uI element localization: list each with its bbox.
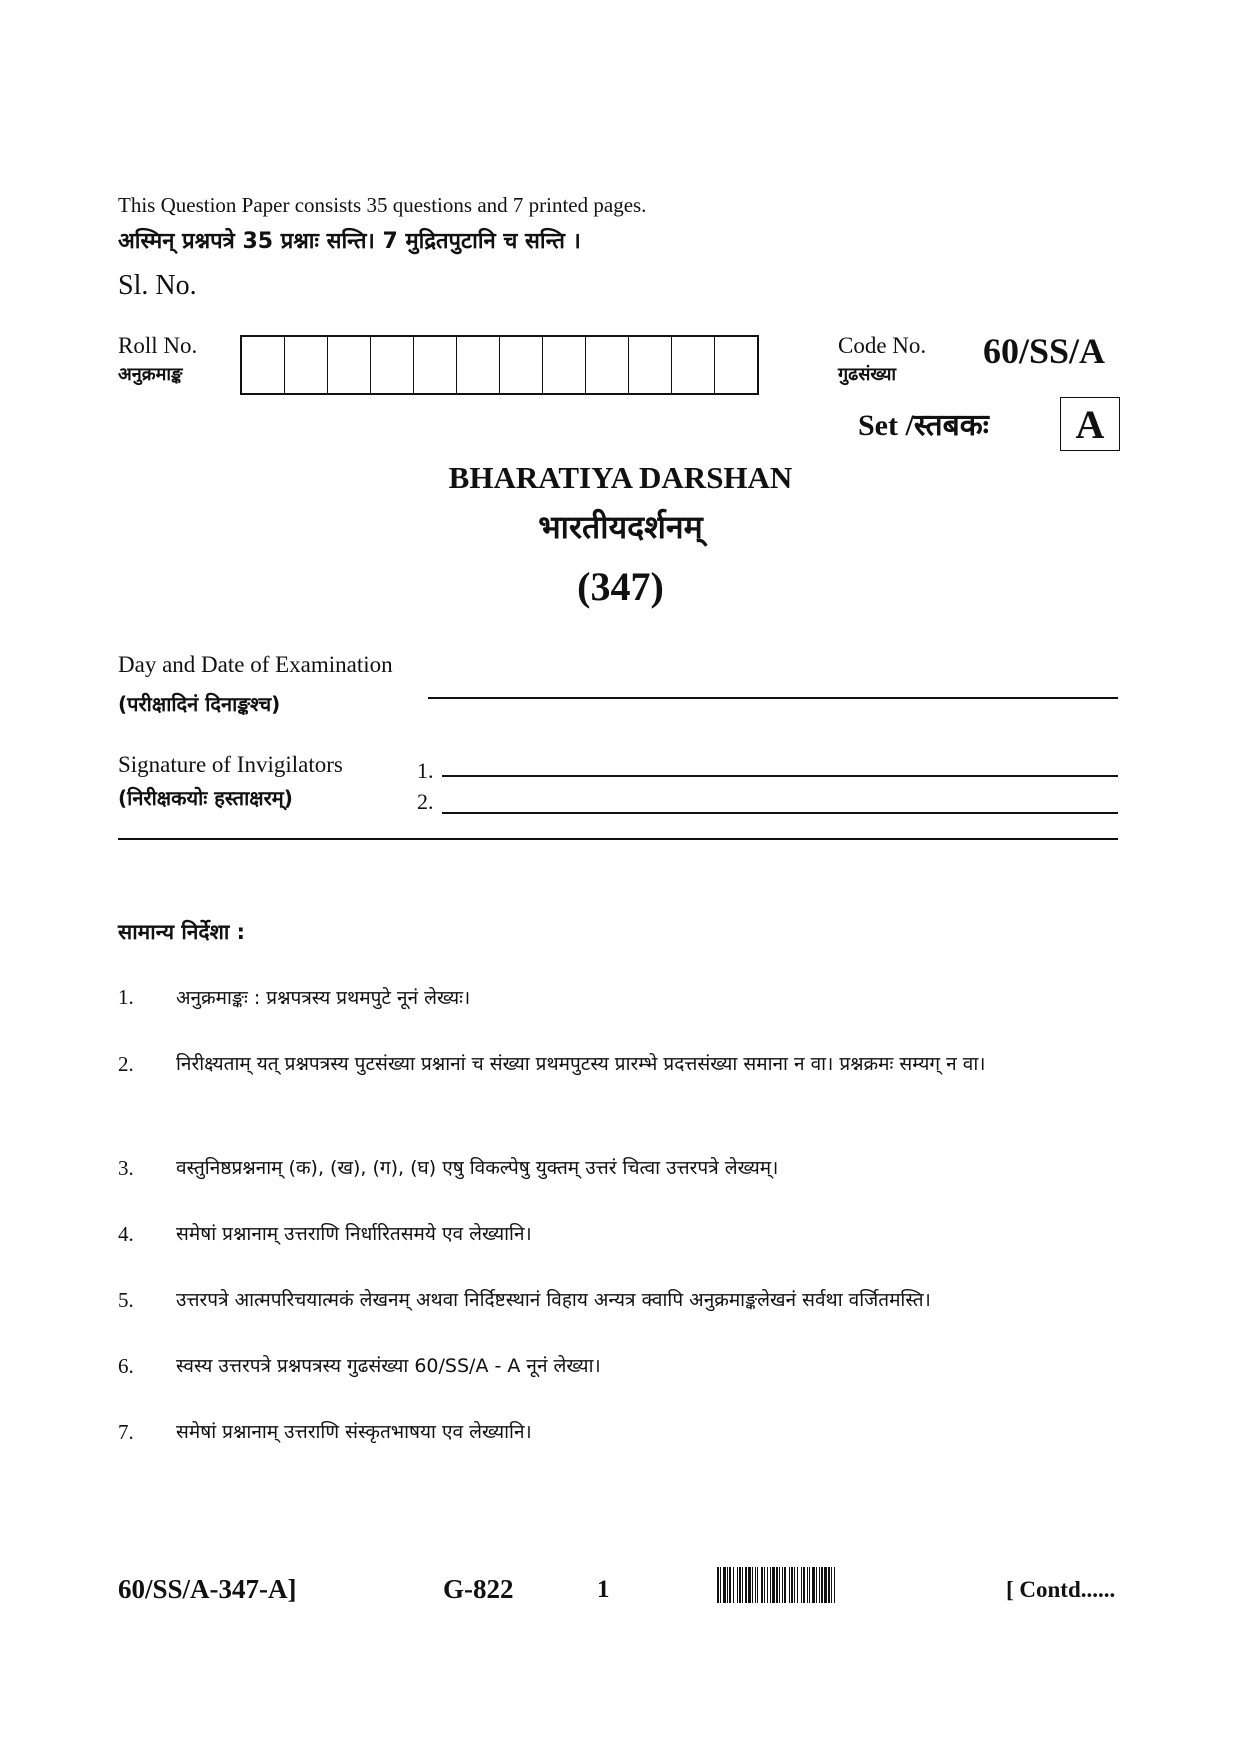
roll-number-digit-box[interactable] <box>715 337 757 393</box>
code-number-value: 60/SS/A <box>983 331 1106 371</box>
roll-number-boxes[interactable] <box>240 335 759 395</box>
footer-paper-code: 60/SS/A-347-A] <box>118 1574 297 1604</box>
invigilator-signature-label: Signature of Invigilators <box>118 752 343 777</box>
instruction-number: 1. <box>118 985 134 1009</box>
signature-1-line[interactable] <box>442 775 1118 777</box>
code-number-label-sanskrit: गुढसंख्या <box>838 364 897 385</box>
paper-info-english: This Question Paper consists 35 questions and 7 printed pages. <box>118 193 647 217</box>
exam-date-label-sanskrit: (परीक्षादिनं दिनाङ्कश्च) <box>118 692 281 716</box>
invigilator-signature-label-sanskrit: (निरीक्षकयोः हस्ताक्षरम्) <box>118 786 293 810</box>
footer-page-number: 1 <box>597 1576 610 1603</box>
roll-number-digit-box[interactable] <box>328 337 371 393</box>
set-label: Set /स्तबकः <box>858 409 989 442</box>
instruction-number: 6. <box>118 1354 134 1378</box>
roll-number-digit-box[interactable] <box>285 337 328 393</box>
instruction-text: अनुक्रमाङ्कः : प्रश्नपत्रस्य प्रथमपुटे नूनं लेख्यः। <box>176 987 471 1009</box>
footer-series: G-822 <box>443 1574 514 1604</box>
instruction-text: उत्तरपत्रे आत्मपरिचयात्मकं लेखनम् अथवा निर्दिष्टस्थानं विहाय अन्यत्र क्वापि अनुक्रमाङ्कलेखनं सर्वथा वर्जितमस्ति। <box>176 1289 931 1311</box>
footer-continued: [ Contd...... <box>1006 1577 1116 1602</box>
exam-date-label: Day and Date of Examination <box>118 652 393 677</box>
instruction-number: 7. <box>118 1420 134 1444</box>
subject-title-sanskrit: भारतीयदर्शनम् <box>538 508 703 546</box>
section-divider <box>118 838 1118 840</box>
instruction-number: 3. <box>118 1156 134 1180</box>
roll-number-digit-box[interactable] <box>371 337 414 393</box>
instruction-text: समेषां प्रश्नानाम् उत्तराणि निर्धारितसमये एव लेख्यानि। <box>176 1223 532 1245</box>
instruction-text: निरीक्ष्यताम् यत् प्रश्नपत्रस्य पुटसंख्या प्रश्नानां च संख्या प्रथमपुटस्य प्रारम्भे प्रदत्तसंख्या समाना न वा। प्रश्नक्रमः सम्यग् न वा। <box>176 1053 986 1075</box>
roll-number-digit-box[interactable] <box>586 337 629 393</box>
roll-number-digit-box[interactable] <box>672 337 715 393</box>
signature-1-number: 1. <box>417 758 434 783</box>
subject-title-english: BHARATIYA DARSHAN <box>448 460 793 495</box>
instruction-number: 4. <box>118 1222 134 1246</box>
roll-number-label-sanskrit: अनुक्रमाङ्क <box>118 364 183 385</box>
roll-number-digit-box[interactable] <box>242 337 285 393</box>
roll-number-digit-box[interactable] <box>500 337 543 393</box>
exam-date-line[interactable] <box>428 697 1118 699</box>
instruction-text: वस्तुनिष्ठप्रश्ननाम् (क), (ख), (ग), (घ) एषु विकल्पेषु युक्तम् उत्तरं चित्वा उत्तरपत्रे लेख्यम्। <box>176 1157 779 1179</box>
instruction-text: स्वस्य उत्तरपत्रे प्रश्नपत्रस्य गुढसंख्या 60/SS/A - A नूनं लेख्या। <box>176 1355 601 1377</box>
barcode <box>717 1567 949 1603</box>
roll-number-digit-box[interactable] <box>543 337 586 393</box>
paper-info-sanskrit: अस्मिन् प्रश्नपत्रे 35 प्रश्नाः सन्ति। 7 मुद्रितपुटानि च सन्ति । <box>118 229 581 254</box>
instruction-number: 2. <box>118 1052 134 1076</box>
roll-number-digit-box[interactable] <box>414 337 457 393</box>
roll-number-digit-box[interactable] <box>629 337 672 393</box>
signature-2-line[interactable] <box>442 812 1118 814</box>
instruction-text: समेषां प्रश्नानाम् उत्तराणि संस्कृतभाषया एव लेख्यानि। <box>176 1421 532 1443</box>
instructions-heading: सामान्य निर्देशा : <box>118 920 245 944</box>
serial-number-label: Sl. No. <box>118 270 197 301</box>
roll-number-digit-box[interactable] <box>457 337 500 393</box>
subject-code: (347) <box>577 564 664 609</box>
signature-2-number: 2. <box>417 789 434 814</box>
roll-number-label: Roll No. <box>118 333 198 358</box>
set-value-box: A <box>1060 397 1120 451</box>
instruction-number: 5. <box>118 1288 134 1312</box>
code-number-label: Code No. <box>838 333 927 358</box>
